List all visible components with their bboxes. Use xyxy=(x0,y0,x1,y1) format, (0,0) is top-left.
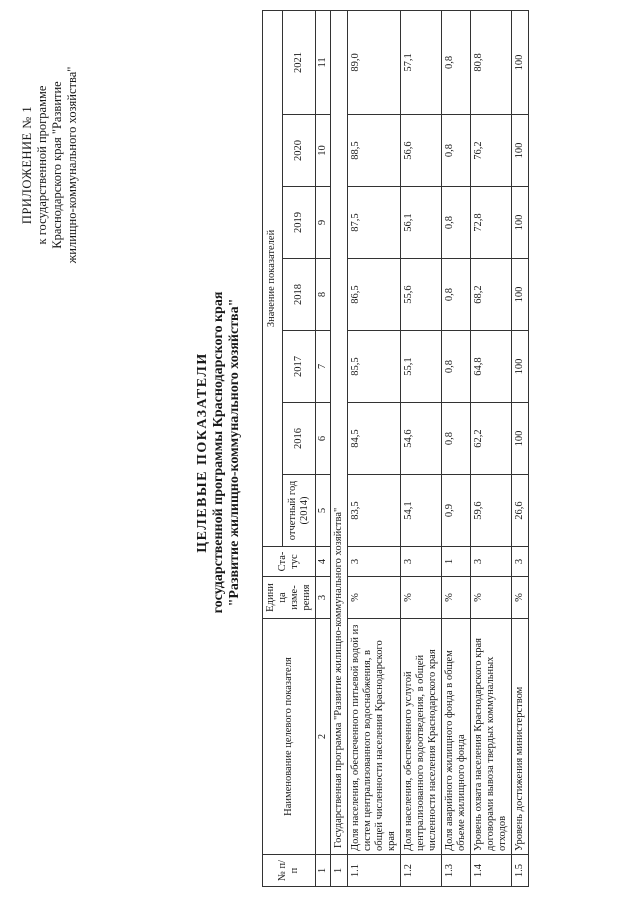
column-number: 1 xyxy=(316,855,331,887)
column-number: 4 xyxy=(316,547,331,577)
indicator-value: 26,6 xyxy=(512,475,529,547)
column-number: 9 xyxy=(316,187,331,259)
indicator-row xyxy=(401,10,442,886)
indicator-value: 88,5 xyxy=(348,115,401,187)
indicator-value: 0,9 xyxy=(442,475,471,547)
indicator-status: 3 xyxy=(471,547,512,577)
header-year: 2021 xyxy=(282,10,315,114)
indicator-value: 86,5 xyxy=(348,259,401,331)
indicator-num: 1.2 xyxy=(401,855,442,887)
header-year: 2019 xyxy=(282,187,315,259)
indicator-value: 85,5 xyxy=(348,331,401,403)
appendix-title: ПРИЛОЖЕНИЕ № 1 xyxy=(20,105,34,225)
header-year: отчетный год (2014) xyxy=(282,475,315,547)
program-row xyxy=(331,10,348,886)
indicator-num: 1.5 xyxy=(512,855,529,887)
column-number: 3 xyxy=(316,577,331,619)
indicator-status: 3 xyxy=(348,547,401,577)
indicator-name: Доля населения, обеспеченного питьевой водой из систем централизованного водоснабжения, в общей численности населения Краснодарского края xyxy=(348,619,401,855)
heading-title: ЦЕЛЕВЫЕ ПОКАЗАТЕЛИ xyxy=(195,352,210,553)
column-number: 6 xyxy=(316,403,331,475)
header-num: № п/п xyxy=(263,855,316,887)
header-status: Ста- тус xyxy=(263,547,316,577)
indicator-name: Уровень достижения министерством xyxy=(512,619,529,855)
indicator-value: 59,6 xyxy=(471,475,512,547)
indicator-row xyxy=(348,10,401,886)
column-number: 2 xyxy=(316,619,331,855)
indicator-value: 89,0 xyxy=(348,10,401,114)
appendix-line: жилищно-коммунального хозяйства" xyxy=(65,66,79,264)
indicator-value: 0,8 xyxy=(442,10,471,114)
indicator-value: 57,1 xyxy=(401,10,442,114)
indicator-value: 84,5 xyxy=(348,403,401,475)
column-number: 11 xyxy=(316,10,331,114)
heading-subtitle: государственной программы Краснодарского края xyxy=(211,291,226,614)
indicator-value: 80,8 xyxy=(471,10,512,114)
indicator-value: 76,2 xyxy=(471,115,512,187)
indicator-value: 83,5 xyxy=(348,475,401,547)
program-title: Государственная программа "Развитие жилищно-коммунального хозяйства" xyxy=(331,10,348,854)
column-number: 8 xyxy=(316,259,331,331)
indicator-num: 1.3 xyxy=(442,855,471,887)
indicator-value: 54,6 xyxy=(401,403,442,475)
indicator-status: 1 xyxy=(442,547,471,577)
indicator-num: 1.4 xyxy=(471,855,512,887)
indicator-value: 100 xyxy=(512,187,529,259)
column-number: 7 xyxy=(316,331,331,403)
indicator-value: 55,6 xyxy=(401,259,442,331)
indicator-value: 100 xyxy=(512,10,529,114)
header-year: 2017 xyxy=(282,331,315,403)
header-year: 2016 xyxy=(282,403,315,475)
indicator-row xyxy=(442,10,471,886)
column-number-row xyxy=(316,10,331,886)
indicator-name: Доля аварийного жилищного фонда в общем объеме жилищного фонда xyxy=(442,619,471,855)
indicator-value: 54,1 xyxy=(401,475,442,547)
indicator-value: 55,1 xyxy=(401,331,442,403)
indicator-unit: % xyxy=(471,577,512,619)
indicator-status: 3 xyxy=(512,547,529,577)
indicators-table xyxy=(262,10,529,887)
indicator-value: 100 xyxy=(512,259,529,331)
indicator-value: 56,1 xyxy=(401,187,442,259)
header-unit: Едини ца изме- рения xyxy=(263,577,316,619)
indicator-value: 72,8 xyxy=(471,187,512,259)
indicator-value: 62,2 xyxy=(471,403,512,475)
indicator-num: 1.1 xyxy=(348,855,401,887)
header-year: 2018 xyxy=(282,259,315,331)
heading-subtitle: "Развитие жилищно-коммунального хозяйства" xyxy=(227,298,242,607)
appendix-line: к государственной программе xyxy=(35,85,49,245)
appendix-block xyxy=(20,30,80,300)
indicator-row xyxy=(512,10,529,886)
indicator-value: 56,6 xyxy=(401,115,442,187)
column-number: 10 xyxy=(316,115,331,187)
indicator-unit: % xyxy=(348,577,401,619)
column-number: 5 xyxy=(316,475,331,547)
indicator-value: 64,8 xyxy=(471,331,512,403)
header-values-group: Значение показателей xyxy=(263,10,283,546)
indicator-value: 87,5 xyxy=(348,187,401,259)
indicator-name: Уровень охвата населения Краснодарского края договорами вывоза твердых коммунальных отходов xyxy=(471,619,512,855)
indicator-value: 100 xyxy=(512,115,529,187)
document-heading xyxy=(195,0,243,905)
indicator-value: 0,8 xyxy=(442,187,471,259)
indicator-row xyxy=(471,10,512,886)
indicator-value: 68,2 xyxy=(471,259,512,331)
indicator-name: Доля населения, обеспеченного услугой централизованного водоотведения, в общей численности населения Краснодарского края xyxy=(401,619,442,855)
indicator-value: 100 xyxy=(512,331,529,403)
indicator-unit: % xyxy=(512,577,529,619)
indicator-rows xyxy=(348,10,529,886)
indicator-value: 0,8 xyxy=(442,115,471,187)
appendix-line: Краснодарского края "Развитие xyxy=(50,81,64,249)
indicator-value: 0,8 xyxy=(442,259,471,331)
indicator-value: 0,8 xyxy=(442,403,471,475)
indicator-status: 3 xyxy=(401,547,442,577)
indicator-value: 100 xyxy=(512,403,529,475)
header-name: Наименование целевого показателя xyxy=(263,619,316,855)
indicator-unit: % xyxy=(401,577,442,619)
header-year: 2020 xyxy=(282,115,315,187)
indicator-unit: % xyxy=(442,577,471,619)
indicator-value: 0,8 xyxy=(442,331,471,403)
program-num: 1 xyxy=(331,855,348,887)
